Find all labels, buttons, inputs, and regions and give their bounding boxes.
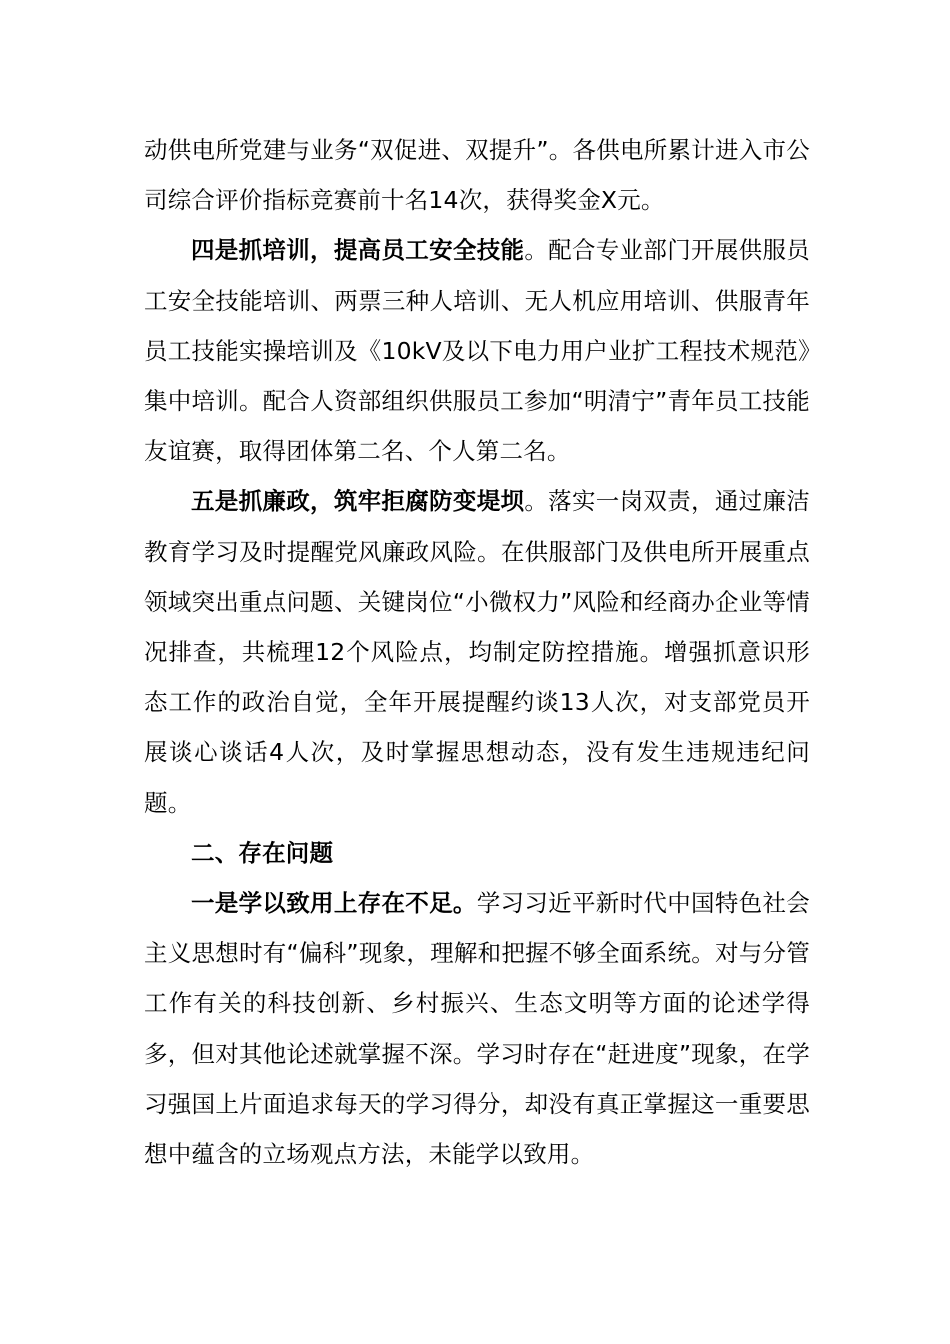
- paragraph-learning: [144, 878, 810, 1179]
- section-heading-text: 二、存在问题: [191, 838, 334, 867]
- paragraph-continuation: [144, 125, 810, 225]
- paragraph-text: 学习习近平新时代中国特色社会主义思想时有“偏科”现象，理解和把握不够全面系统。对与分管工作有关的科技创新、乡村振兴、生态文明等方面的论述学得多，但对其他论述就掌握不深。学习时存在“赶进度”现象，在学习强国上片面追求每天的学习得分，却没有真正掌握这一重要思想中蕴含的立场观点方法，未能学以致用。: [144, 889, 810, 1169]
- document-page: [144, 125, 810, 1179]
- paragraph-lead: 四是抓培训，提高员工安全技能: [191, 236, 525, 265]
- paragraph-text: 。落实一岗双责，通过廉洁教育学习及时提醒党风廉政风险。在供服部门及供电所开展重点领域突出重点问题、关键岗位“小微权力”风险和经商办企业等情况排查，共梳理12个风险点，均制定防控措施。增强抓意识形态工作的政治自觉，全年开展提醒约谈13人次，对支部党员开展谈心谈话4人次，及时掌握思想动态，没有发生违规违纪问题。: [144, 487, 810, 817]
- paragraph-integrity: [144, 476, 810, 827]
- section-heading-problems: [144, 828, 810, 878]
- paragraph-lead: 一是学以致用上存在不足。: [191, 889, 477, 918]
- paragraph-text: 。配合专业部门开展供服员工安全技能培训、两票三种人培训、无人机应用培训、供服青年员工技能实操培训及《10kV及以下电力用户业扩工程技术规范》集中培训。配合人资部组织供服员工参加“明清宁”青年员工技能友谊赛，取得团体第二名、个人第二名。: [144, 236, 810, 466]
- paragraph-text: 动供电所党建与业务“双促进、双提升”。各供电所累计进入市公司综合评价指标竞赛前十名14次，获得奖金X元。: [144, 136, 810, 215]
- paragraph-lead: 五是抓廉政，筑牢拒腐防变堤坝: [191, 487, 525, 516]
- paragraph-training: [144, 225, 810, 476]
